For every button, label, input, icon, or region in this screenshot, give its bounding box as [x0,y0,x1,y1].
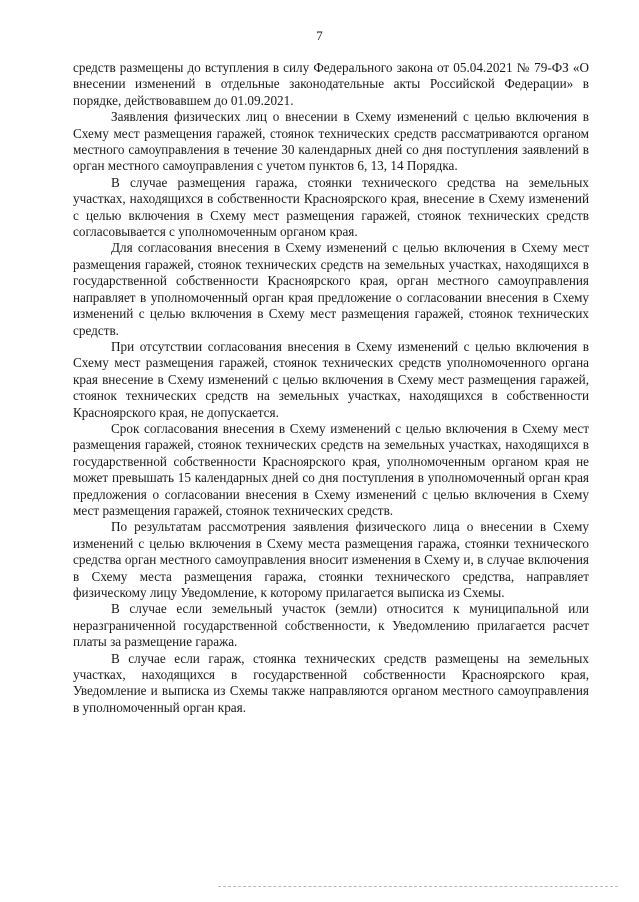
scan-edge-line [218,886,618,887]
paragraph-payment-calculation: В случае если земельный участок (земли) относится к муниципальной или неразграниченной государственной собственности, к Уведомлению прилагается расчет платы за размещение гаража. [73,601,589,650]
paragraph-continuation: средств размещены до вступления в силу Федерального закона от 05.04.2021 № 79-ФЗ «О внесении изменений в отдельные законодательные акты Российской Федерации» в порядке, действовавшем до 01.09.2021. [73,60,589,108]
paragraph-no-approval: При отсутствии согласования внесения в Схему изменений с целью включения в Схему мест размещения гаражей, стоянок технических средств уполномоченного органа края внесение в Схему изменений с целью включения в Схему мест размещения гаражей, стоянок технических средств на земельных участках, находящихся в собственности Красноярского края, не допускается. [73,338,589,420]
paragraph-applications-review: Заявления физических лиц о внесении в Схему изменений с целью включения в Схему мест размещения гаражей, стоянок технических средств рассматриваются органом местного самоуправления в течение 30 календарных дней со дня поступления заявлений в орган местного самоуправления с учетом пунктов 6, 13, 14 Порядка. [73,109,589,174]
paragraph-approval-request: Для согласования внесения в Схему изменений с целью включения в Схему мест размещения гаражей, стоянок технических средств на земельных участках, находящихся в государственной собственности Красноярского края, орган местного самоуправления направляет в уполномоченный орган края предложение о согласовании внесения в Схему изменений с целью включения в Схему мест размещения гаражей, стоянок технических средств. [73,240,589,338]
paragraph-approval-term: Срок согласования внесения в Схему изменений с целью включения в Схему мест размещения гаражей, стоянок технических средств на земельных участках, находящихся в государственной собственности Красноярского края, уполномоченным органом края не может превышать 15 календарных дней со дня поступления в уполномоченный орган края предложения о согласовании внесения в Схему изменений с целью включения в Схему мест размещения гаражей, стоянок технических средств. [73,420,589,518]
page-number: 7 [316,28,323,43]
document-body [73,60,589,716]
paragraph-review-results: По результатам рассмотрения заявления физического лица о внесении в Схему изменений с целью включения в Схему места размещения гаража, стоянки технического средства орган местного самоуправления вносит изменения в Схему и, в случае включения в Схему места размещения гаража, стоянки технического средства, направляет физическому лицу Уведомление, к которому прилагается выписка из Схемы. [73,519,589,600]
paragraph-notification-forwarding: В случае если гараж, стоянка технических средств размещены на земельных участках, находящихся в государственной собственности Красноярского края, Уведомление и выписка из Схемы также направляются органом местного самоуправления в уполномоченный орган края. [73,650,589,715]
paragraph-regional-land-approval: В случае размещения гаража, стоянки технического средства на земельных участках, находящихся в собственности Красноярского края, внесение в Схему изменений с целью включения в Схему мест размещения гаражей, стоянок технических средств согласовывается с уполномоченным органом края. [73,174,589,240]
